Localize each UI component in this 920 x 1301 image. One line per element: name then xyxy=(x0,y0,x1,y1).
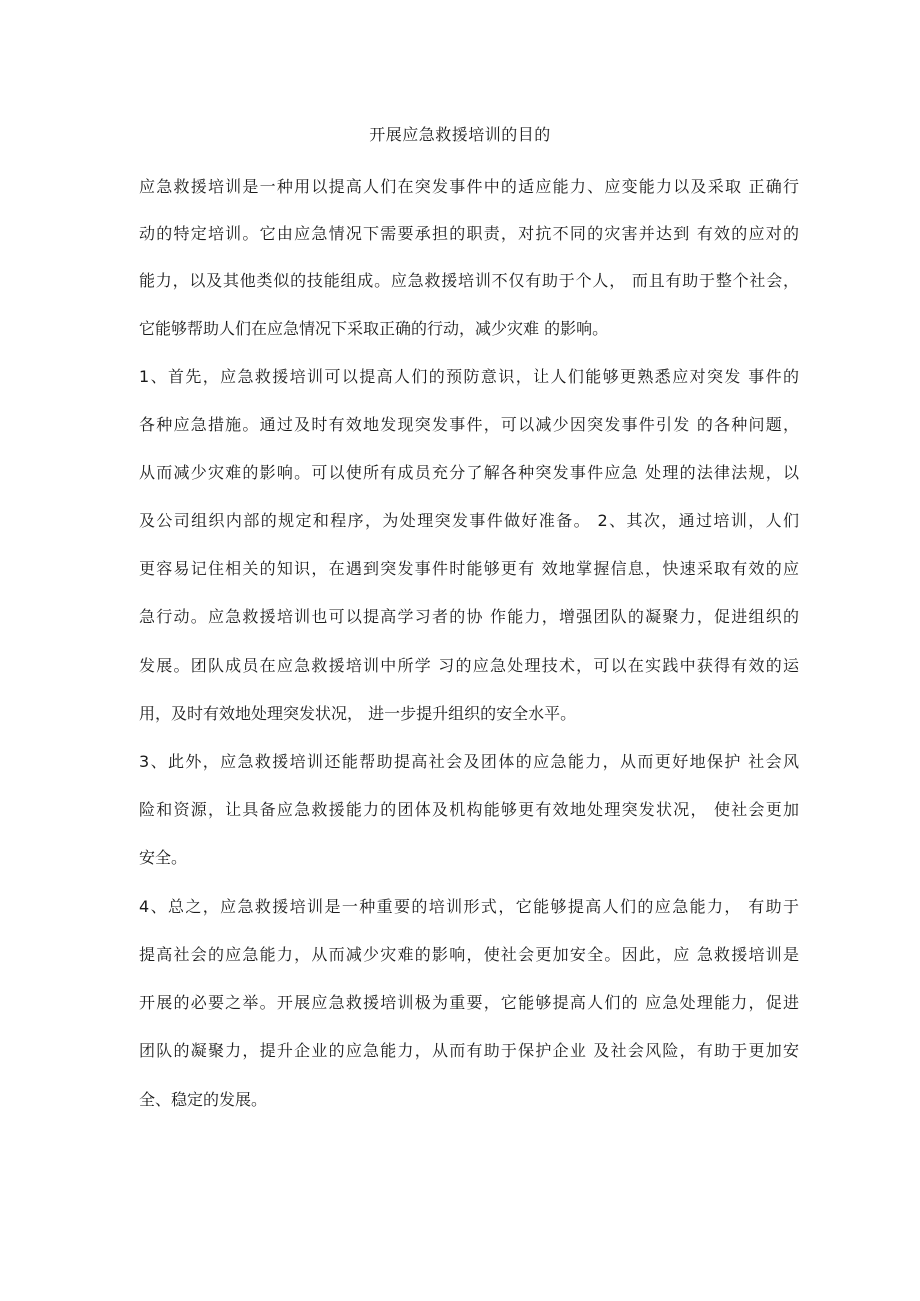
paragraph-line: 各种应急措施。通过及时有效地发现突发事件，可以减少因突发事件引发 的各种问题， xyxy=(139,415,799,434)
paragraph-line: 用，及时有效地处理突发状况， 进一步提升组织的安全水平。 xyxy=(139,704,577,723)
paragraph-line: 险和资源，让具备应急救援能力的团体及机构能够更有效地处理突发状况， 使社会更加 xyxy=(139,800,799,819)
paragraph-line: 1、首先，应急救援培训可以提高人们的预防意识，让人们能够更熟悉应对突发 事件的 xyxy=(139,367,799,386)
paragraph-line: 团队的凝聚力，提升企业的应急能力，从而有助于保护企业 及社会风险，有助于更加安 xyxy=(139,1041,799,1060)
paragraph-line: 安全。 xyxy=(139,848,188,867)
paragraph-line: 4、总之，应急救援培训是一种重要的培训形式，它能够提高人们的应急能力， 有助于 xyxy=(139,897,799,916)
paragraph-line: 全、稳定的发展。 xyxy=(139,1090,268,1109)
paragraph-line: 从而减少灾难的影响。可以使所有成员充分了解各种突发事件应急 处理的法律法规，以 xyxy=(139,463,799,482)
paragraph-line: 急行动。应急救援培训也可以提高学习者的协 作能力，增强团队的凝聚力，促进组织的 xyxy=(139,607,799,626)
paragraph-line: 应急救援培训是一种用以提高人们在突发事件中的适应能力、应变能力以及采取 正确行 xyxy=(139,177,799,196)
paragraph-line: 开展的必要之举。开展应急救援培训极为重要，它能够提高人们的 应急处理能力，促进 xyxy=(139,993,799,1012)
paragraph-line: 3、此外，应急救援培训还能帮助提高社会及团体的应急能力，从而更好地保护 社会风 xyxy=(139,752,799,771)
paragraph-line: 更容易记住相关的知识，在遇到突发事件时能够更有 效地掌握信息，快速采取有效的应 xyxy=(139,559,799,578)
paragraph-line: 它能够帮助人们在应急情况下采取正确的行动，减少灾难 的影响。 xyxy=(139,319,609,338)
paragraph-line: 发展。团队成员在应急救援培训中所学 习的应急处理技术，可以在实践中获得有效的运 xyxy=(139,656,799,675)
paragraph-line: 能力，以及其他类似的技能组成。应急救援培训不仅有助于个人， 而且有助于整个社会， xyxy=(139,271,799,290)
paragraph-line: 提高社会的应急能力，从而减少灾难的影响，使社会更加安全。因此，应 急救援培训是 xyxy=(139,945,799,964)
paragraph-line: 动的特定培训。它由应急情况下需要承担的职责，对抗不同的灾害并达到 有效的应对的 xyxy=(139,224,799,243)
paragraph-line: 及公司组织内部的规定和程序，为处理突发事件做好准备。 2、其次，通过培训，人们 xyxy=(139,511,799,530)
document-title: 开展应急救援培训的目的 xyxy=(369,125,551,144)
